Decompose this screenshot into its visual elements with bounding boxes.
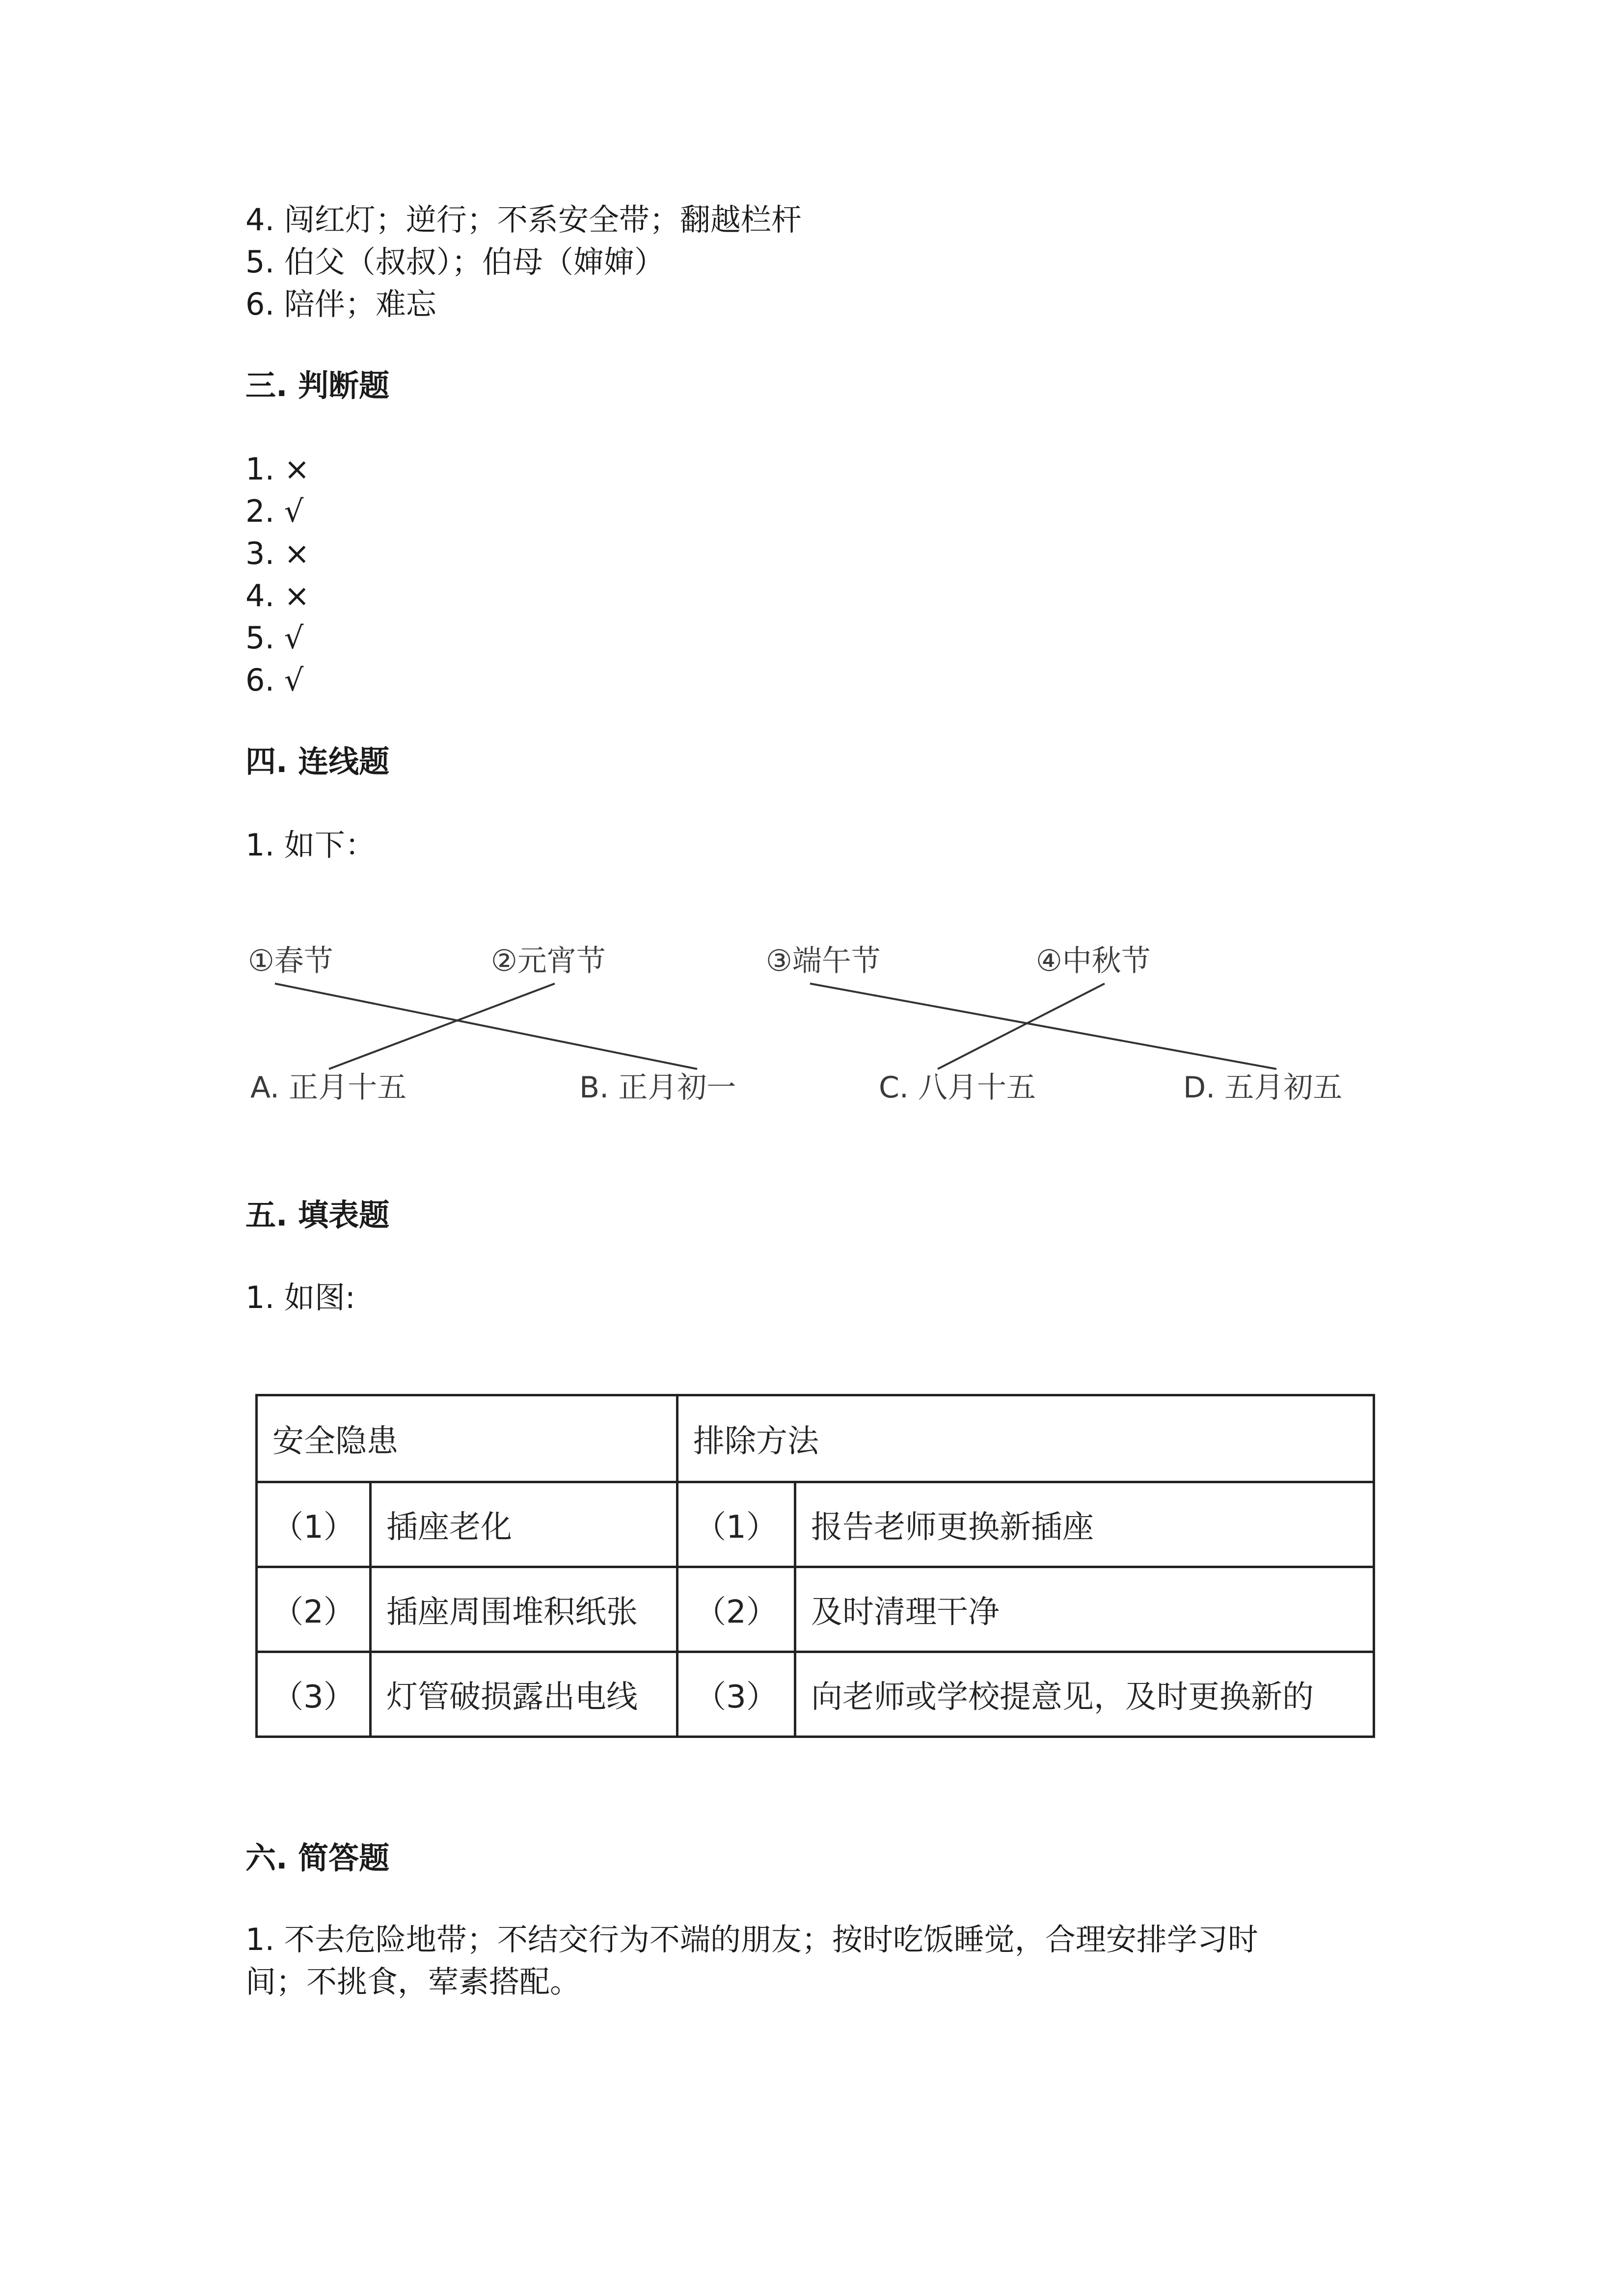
match-bottom-a: A. 正月十五 — [250, 1070, 407, 1105]
row-number: （2） — [257, 1567, 371, 1652]
row-number: （3） — [257, 1652, 371, 1737]
table-header-row — [257, 1395, 1374, 1482]
section-title-short-answer: 六. 简答题 — [245, 1840, 390, 1876]
judgment-answer-5: 5. √ — [245, 620, 304, 656]
matching-intro: 1. 如下： — [245, 827, 376, 863]
fill-answer-6: 6. 陪伴；难忘 — [245, 286, 436, 322]
match-top-mid-autumn: ④中秋节 — [1036, 944, 1151, 978]
hazard-cell: 灯管破损露出电线 — [371, 1652, 677, 1737]
hazard-cell: 插座周围堆积纸张 — [371, 1567, 677, 1652]
method-cell: 向老师或学校提意见，及时更换新的 — [795, 1652, 1374, 1737]
hazard-table — [255, 1394, 1375, 1738]
table-row — [257, 1652, 1374, 1737]
line-lantern-to-a — [329, 984, 555, 1069]
match-top-lantern-festival: ②元宵节 — [491, 944, 606, 978]
fill-answer-5: 5. 伯父（叔叔）；伯母（婶婶） — [245, 244, 665, 280]
header-hazard: 安全隐患 — [257, 1395, 677, 1482]
row-number: （1） — [677, 1482, 795, 1567]
match-top-dragon-boat: ③端午节 — [766, 944, 881, 978]
method-cell: 及时清理干净 — [795, 1567, 1374, 1652]
method-cell: 报告老师更换新插座 — [795, 1482, 1374, 1567]
line-mid-autumn-to-c — [938, 984, 1105, 1069]
short-answer-line-1: 1. 不去危险地带；不结交行为不端的朋友；按时吃饭睡觉，合理安排学习时 — [245, 1922, 1258, 1957]
short-answer-line-2: 间；不挑食，荤素搭配。 — [245, 1964, 581, 2000]
match-bottom-b: B. 正月初一 — [579, 1070, 736, 1105]
row-number: （3） — [677, 1652, 795, 1737]
hazard-cell: 插座老化 — [371, 1482, 677, 1567]
judgment-answer-3: 3. × — [245, 535, 310, 571]
row-number: （2） — [677, 1567, 795, 1652]
match-bottom-c: C. 八月十五 — [879, 1070, 1036, 1105]
row-number: （1） — [257, 1482, 371, 1567]
section-title-matching: 四. 连线题 — [245, 744, 390, 779]
section-title-table: 五. 填表题 — [245, 1197, 390, 1233]
judgment-answer-1: 1. × — [245, 451, 310, 487]
table-intro: 1. 如图: — [245, 1280, 355, 1315]
section-title-judgment: 三. 判断题 — [245, 368, 390, 403]
match-bottom-d: D. 五月初五 — [1183, 1070, 1343, 1105]
line-spring-to-b — [275, 984, 697, 1069]
judgment-answer-2: 2. √ — [245, 493, 304, 529]
match-top-spring-festival: ①春节 — [248, 944, 333, 978]
table-row — [257, 1482, 1374, 1567]
line-dragon-boat-to-d — [810, 984, 1276, 1069]
fill-answer-4: 4. 闯红灯；逆行；不系安全带；翻越栏杆 — [245, 202, 802, 238]
table-row — [257, 1567, 1374, 1652]
header-method: 排除方法 — [677, 1395, 1374, 1482]
judgment-answer-4: 4. × — [245, 578, 310, 614]
judgment-answer-6: 6. √ — [245, 662, 304, 698]
